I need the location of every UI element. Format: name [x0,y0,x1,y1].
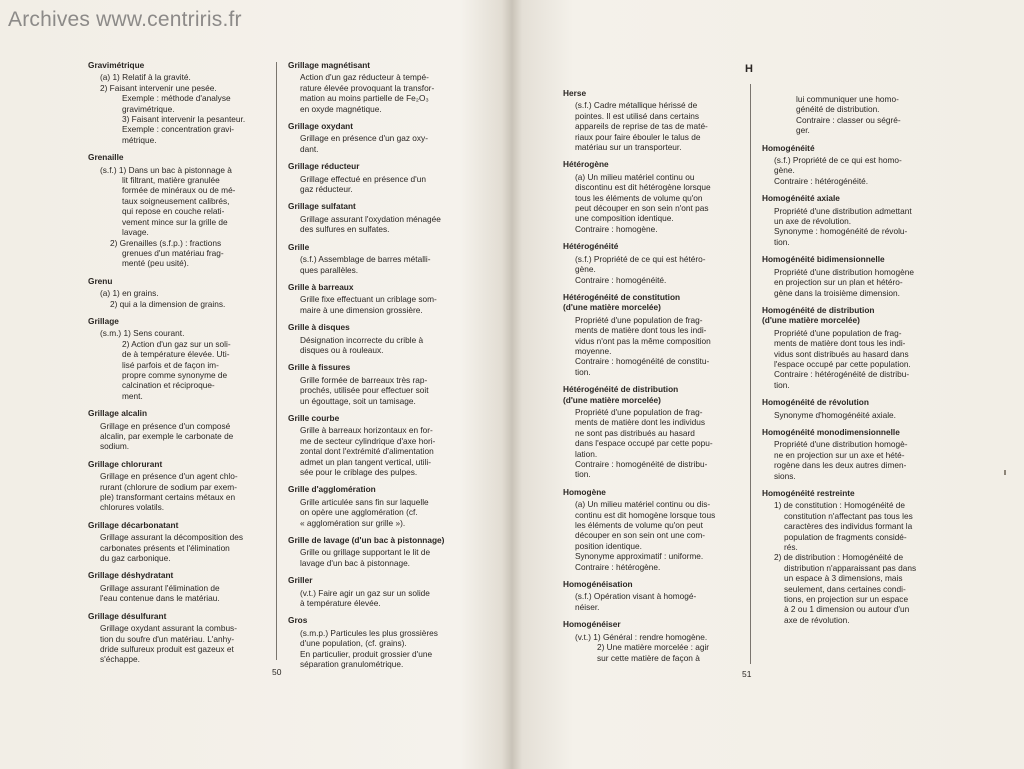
dictionary-entry [563,88,741,152]
entry-text-line: lui communiquer une homo- [796,94,899,104]
entry-text-line: Action d'un gaz réducteur à tempé- [300,72,429,83]
entry-text-line: Grillage assurant l'élimination de [100,582,220,593]
entry-text-line: Synonyme d'homogénéité axiale. [774,409,896,420]
entry-headword: Homogénéité de distribution (d'une matière morcelée) [762,304,875,326]
entry-text-line: rature élevée provoquant la transfor- [300,82,435,93]
entry-headword: Grille [288,241,310,252]
entry-text-line: Propriété d'une distribution homogè- [774,439,908,450]
entry-headword: Grillage chlorurant [88,458,163,469]
watermark: Archives www.centriris.fr [8,8,242,31]
entry-headword: Grillage déshydratant [88,570,174,581]
entry-text-line: lit filtrant, matière granulée [122,175,220,186]
dictionary-entry [563,159,741,234]
entry-text-line: ments de matière dont tous les indi- [774,338,906,349]
entry-headword: Grille courbe [288,412,340,423]
entry-text-line: Grillage en présence d'un composé [100,420,231,431]
entry-headword: Grille de lavage (d'un bac à pistonnage) [288,535,445,546]
dictionary-entry [563,487,741,572]
entry-headword: Homogénéité de révolution [762,397,869,408]
entry-text-line: un axe de révolution. [774,216,852,227]
entry-text-line: 2) Faisant intervenir une pesée. [100,82,217,93]
entry-text-line: (v.t.) 1) Général : rendre homogène. [575,631,708,642]
entry-text-line: lavage. [122,227,149,238]
dictionary-entry [88,316,264,401]
entry-text-line: en oxyde magnétique. [300,103,382,114]
entry-text-line: d'une population, (cf. grains). [300,638,407,649]
dictionary-entry [88,611,264,665]
column-separator [276,62,277,660]
entry-text-line: sée pour le criblage des pulpes. [300,467,418,477]
dictionary-entry [288,615,464,669]
right-page-column-1 [563,88,741,670]
entry-headword: Grillage sulfatant [288,201,356,212]
entry-text-line: des sulfures en sulfates. [300,224,390,235]
entry-text-line: pointes. Il est utilisé dans certains [575,110,700,121]
dictionary-entry [288,242,464,275]
entry-text-line: on opère une agglomération (cf. [300,507,418,518]
entry-text-line: 2) qui a la dimension de grains. [110,298,226,309]
entry-headword: Homogénéité restreinte [762,488,855,498]
entry-text-line: (s.f.) Cadre métallique hérissé de [575,100,698,111]
dictionary-entry [88,60,264,145]
entry-text-line: Grille articulée sans fin sur laquelle [300,496,429,507]
dictionary-entry [288,413,464,477]
entry-text-line: distribution n'apparaissant pas dans [784,562,917,573]
entry-text-line: 2) Une matière morcelée : agir [597,642,710,653]
entry-text-line: seulement, dans certaines condi- [784,583,906,594]
entry-text-line: menté (peu usité). [122,258,189,269]
entry-text-line: population de fragments considé- [784,531,907,542]
dictionary-entry [288,161,464,194]
entry-text-line: taux soigneusement calibrés, [122,195,230,206]
entry-text-line: gaz réducteur. [300,184,353,195]
entry-headword: Hétérogénéité de distribution (d'une matière morcelée) [563,384,679,405]
entry-text-line: (s.f.) Assemblage de barres métalli- [300,254,431,265]
dictionary-entry [288,535,464,568]
entry-text-line: de à température élevée. Uti- [122,349,230,360]
entry-text-line: à 2 ou 1 dimension ou autour d'un [784,604,910,615]
dictionary-entry [88,520,264,564]
entry-text-line: qui repose en couche relati- [122,206,225,217]
entry-text-line: 2) de distribution : Homogénéité de [774,552,904,563]
entry-text-line: gravimétrique. [122,103,175,114]
entry-text-line: ques parallèles. [300,264,359,275]
dictionary-entry [288,282,464,315]
entry-text-line: (s.f.) Propriété de ce qui est homo- [774,155,902,166]
entry-text-line: les éléments de volume qu'on peut [575,520,703,531]
entry-text-line: Grille à barreaux horizontaux en for- [300,425,433,436]
entry-text-line: Contraire : homogène. [575,223,658,234]
entry-headword: Grillage alcalin [88,408,148,419]
entry-text-line: caractères des individus formant la [784,521,913,532]
entry-text-line: Grille formée de barreaux très rap- [300,374,428,385]
dictionary-entry [288,575,464,608]
entry-text-line: rés. [784,542,798,553]
entry-text-line: Grillage en présence d'un gaz oxy- [300,133,428,144]
entry-text-line: Contraire : classer ou ségré- [796,114,901,125]
entry-text-line: peut découper en son sein n'ont pas [575,203,709,214]
entry-headword: Homogénéité monodimensionnelle [762,426,900,437]
entry-text-line: (s.f.) Opération visant à homogé- [575,591,697,602]
entry-text-line: gène. [575,264,596,275]
dictionary-entry [563,241,741,285]
entry-text-line: axe de révolution. [784,614,850,625]
entry-text-line: (s.f.) 1) Dans un bac à pistonnage à [100,164,232,175]
dictionary-entry [563,292,741,377]
entry-text-line: prochés, utilisée pour effectuer soit [300,385,429,396]
entry-text-line: matériau sur un transporteur. [575,142,682,153]
entry-headword: Homogénéité bidimensionnelle [762,254,885,265]
entry-text-line: rogène dans les deux autres dimen- [774,460,907,471]
entry-text-line: Propriété d'une distribution homogène [774,266,914,277]
entry-text-line: généité de distribution. [796,104,880,115]
entry-headword: Griller [288,575,313,586]
dictionary-entry [563,619,741,663]
entry-text-line: Grillage oxydant assurant la combus- [100,623,237,634]
entry-text-line: Contraire : hétérogénéité de distribu- [774,369,910,380]
dictionary-entry [762,94,940,136]
entry-text-line: tion du soufre d'un matériau. L'anhy- [100,633,235,644]
entry-text-line: Grillage en présence d'un agent chlo- [100,471,238,482]
entry-text-line: Grillage assurant l'oxydation ménagée [300,213,441,224]
entry-text-line: rurant (chlorure de sodium par exem- [100,481,237,492]
entry-headword: Homogénéiser [563,619,621,630]
left-page-number: 50 [272,667,282,677]
entry-text-line: 2) Action d'un gaz sur un soli- [122,338,231,349]
entry-text-line: mation au moins partielle de Fe₂O₃ [300,93,429,104]
dictionary-entry [288,60,464,114]
entry-text-line: appareils de reprise de tas de maté- [575,121,708,132]
entry-headword: Herse [563,88,587,98]
entry-text-line: l'espace occupé par cette population. [774,358,911,369]
entry-text-line: Synonyme : homogénéité de révolu- [774,226,908,237]
entry-text-line: vidus sont distribués au hasard dans [774,348,909,359]
dictionary-entry [762,397,940,420]
entry-text-line: calcination et réciproque- [122,380,215,391]
entry-text-line: (a) Un milieu matériel continu ou [575,171,695,182]
dictionary-entry [762,254,940,298]
dictionary-entry [288,201,464,234]
entry-text-line: sions. [774,470,796,481]
entry-text-line: position identique. [575,540,642,551]
entry-text-line: sodium. [100,441,130,452]
entry-headword: Grille à disques [288,322,350,333]
entry-text-line: Contraire : homogénéité de distribu- [575,459,708,469]
entry-headword: Homogène [563,486,606,497]
entry-headword: Grille d'agglomération [288,484,376,495]
entry-text-line: gène dans la troisième dimension. [774,287,900,298]
entry-headword: Grillage magnétisant [288,60,371,70]
entry-text-line: ne en projection sur un axe et hété- [774,449,905,460]
entry-text-line: ments de matière dont les individus [575,417,706,428]
entry-text-line: carbonates présents et l'élimination [100,542,230,553]
entry-text-line: Contraire : hétérogénéité. [774,175,869,186]
dictionary-entry [88,276,264,309]
dictionary-entry [288,362,464,406]
entry-text-line: tion. [774,236,790,247]
entry-text-line: Contraire : hétérogène. [575,561,661,572]
entry-headword: Gravimétrique [88,60,145,70]
entry-text-line: sur cette matière de façon à [597,652,700,663]
dictionary-entry [88,408,264,452]
dictionary-entry [762,305,940,390]
entry-text-line: 2) Grenailles (s.f.p.) : fractions [110,237,222,248]
entry-text-line: un égouttage, soit un tamisage. [300,395,416,406]
entry-text-line: Contraire : homogénéité. [575,274,667,285]
entry-text-line: tion. [774,379,790,390]
dictionary-entry [563,579,741,612]
entry-text-line: Exemple : méthode d'analyse [122,93,231,104]
entry-text-line: (a) 1) Relatif à la gravité. [100,72,191,83]
entry-text-line: discontinu est dit hétérogène lorsque [575,182,711,193]
entry-text-line: dant. [300,143,319,154]
entry-text-line: Propriété d'une population de frag- [575,406,703,417]
dictionary-entry [88,570,264,603]
entry-headword: Grille à barreaux [288,281,354,292]
entry-text-line: Grille fixe effectuant un criblage som- [300,294,437,305]
entry-text-line: En particulier, produit grossier d'une [300,648,433,659]
entry-headword: Grille à fissures [288,362,351,373]
entry-headword: Homogénéisation [563,579,633,590]
entry-text-line: métrique. [122,134,157,145]
entry-text-line: constitution n'affectant pas tous les [784,510,913,521]
section-letter: H [745,63,753,75]
entry-text-line: admet un plan tangent vertical, utili- [300,456,431,467]
dictionary-entry [762,143,940,187]
entry-text-line: Grillage effectué en présence d'un [300,173,426,184]
entry-text-line: une composition identique. [575,213,674,224]
entry-text-line: (a) 1) en grains. [100,288,159,299]
entry-text-line: tion. [575,469,591,480]
entry-text-line: ment. [122,390,143,401]
entry-text-line: (v.t.) Faire agir un gaz sur un solide [300,587,430,598]
dictionary-entry [288,121,464,154]
entry-text-line: un espace à 3 dimensions, mais [784,573,903,584]
entry-text-line: lation. [575,448,598,459]
entry-text-line: Propriété d'une population de frag- [774,327,902,338]
entry-text-line: Synonyme approximatif : uniforme. [575,551,704,562]
entry-text-line: ple) transformant certains métaux en [100,492,236,503]
entry-text-line: à température élevée. [300,598,381,609]
entry-text-line: (s.m.p.) Particules les plus grossières [300,627,438,638]
dictionary-entry [88,459,264,513]
entry-text-line: découper en son sein ont une com- [575,530,706,541]
entry-text-line: ne sont pas distribués au hasard [575,427,695,438]
paper-mark [1004,470,1006,475]
entry-headword: Homogénéité [762,142,815,153]
entry-text-line: vidus n'ont pas la même composition [575,335,711,346]
entry-headword: Hétérogène [563,159,609,170]
entry-text-line: Contraire : homogénéité de constitu- [575,356,710,367]
dictionary-entry [762,193,940,247]
entry-text-line: Exemple : concentration gravi- [122,124,235,135]
entry-headword: Homogénéité axiale [762,193,840,204]
entry-text-line: moyenne. [575,345,612,356]
entry-headword: Grillage désulfurant [88,610,167,621]
entry-text-line: séparation granulométrique. [300,659,404,670]
entry-text-line: Grillage assurant la décomposition des [100,532,243,543]
entry-text-line: gène. [774,165,795,176]
dictionary-entry [563,384,741,480]
entry-text-line: 1) de constitution : Homogénéité de [774,500,905,511]
entry-text-line: l'eau contenue dans le matériau. [100,593,220,604]
dictionary-entry [88,152,264,268]
entry-text-line: Grille ou grillage supportant le lit de [300,547,431,558]
dictionary-entry [762,488,940,625]
entry-text-line: me de secteur cylindrique d'axe hori- [300,435,436,446]
entry-text-line: zontal dont l'extrémité d'alimentation [300,446,434,457]
entry-text-line: continu est dit homogène lorsque tous [575,509,716,520]
entry-text-line: Désignation incorrecte du crible à [300,334,424,345]
entry-text-line: en projection sur un plan et hétéro- [774,277,903,288]
entry-headword: Grillage oxydant [288,121,354,132]
entry-headword: Grillage décarbonatant [88,519,179,530]
entry-headword: Grillage réducteur [288,161,360,172]
right-page-column-2 [762,94,940,632]
entry-text-line: riaux pour faire ébouler le talus de [575,131,701,142]
entry-text-line: (s.m.) 1) Sens courant. [100,328,185,339]
entry-text-line: néiser. [575,601,600,612]
dictionary-entry [288,484,464,528]
entry-text-line: Propriété d'une population de frag- [575,314,703,325]
left-page-column-2 [288,60,464,677]
entry-text-line: lisé parfois et de façon im- [122,359,219,370]
left-page-column-1 [88,60,264,672]
entry-headword: Gros [288,615,308,626]
entry-text-line: formée de minéraux ou de mé- [122,185,236,196]
entry-text-line: maire à une dimension grossière. [300,304,423,315]
column-separator [750,84,751,664]
entry-text-line: disques ou à rouleaux. [300,344,384,355]
entry-text-line: grenues d'un matériau frag- [122,247,224,258]
dictionary-entry [288,322,464,355]
entry-text-line: (s.f.) Propriété de ce qui est hétéro- [575,253,706,264]
entry-text-line: vement mince sur la grille de [122,216,228,227]
entry-text-line: alcalin, par exemple le carbonate de [100,431,234,441]
entry-text-line: s'échappe. [100,654,140,665]
entry-headword: Grenaille [88,152,124,163]
entry-headword: Hétérogénéité de constitution (d'une matière morcelée) [563,291,681,313]
entry-text-line: du gaz carbonique. [100,553,171,564]
entry-text-line: dride sulfureux produit est gazeux et [100,643,234,654]
entry-text-line: dans l'espace occupé par cette popu- [575,438,713,449]
entry-text-line: tions, en projection sur un espace [784,594,909,605]
entry-text-line: Propriété d'une distribution admettant [774,205,912,216]
entry-text-line: « agglomération sur grille »). [300,517,406,528]
entry-text-line: tous les éléments de volume qu'on [575,192,703,203]
entry-text-line: tion. [575,366,591,377]
entry-text-line: 3) Faisant intervenir la pesanteur. [122,114,246,125]
right-page-number: 51 [742,669,752,679]
entry-text-line: (a) Un milieu matériel continu ou dis- [575,499,711,510]
entry-text-line: lavage d'un bac à pistonnage. [300,557,410,568]
entry-text-line: chlorures volatils. [100,502,165,513]
entry-headword: Grillage [88,315,119,326]
entry-text-line: propre comme synonyme de [122,369,228,380]
entry-text-line: ger. [796,125,810,136]
entry-headword: Hétérogénéité [563,241,619,252]
dictionary-entry [762,427,940,481]
entry-text-line: ments de matière dont tous les indi- [575,325,707,336]
entry-headword: Grenu [88,275,113,286]
